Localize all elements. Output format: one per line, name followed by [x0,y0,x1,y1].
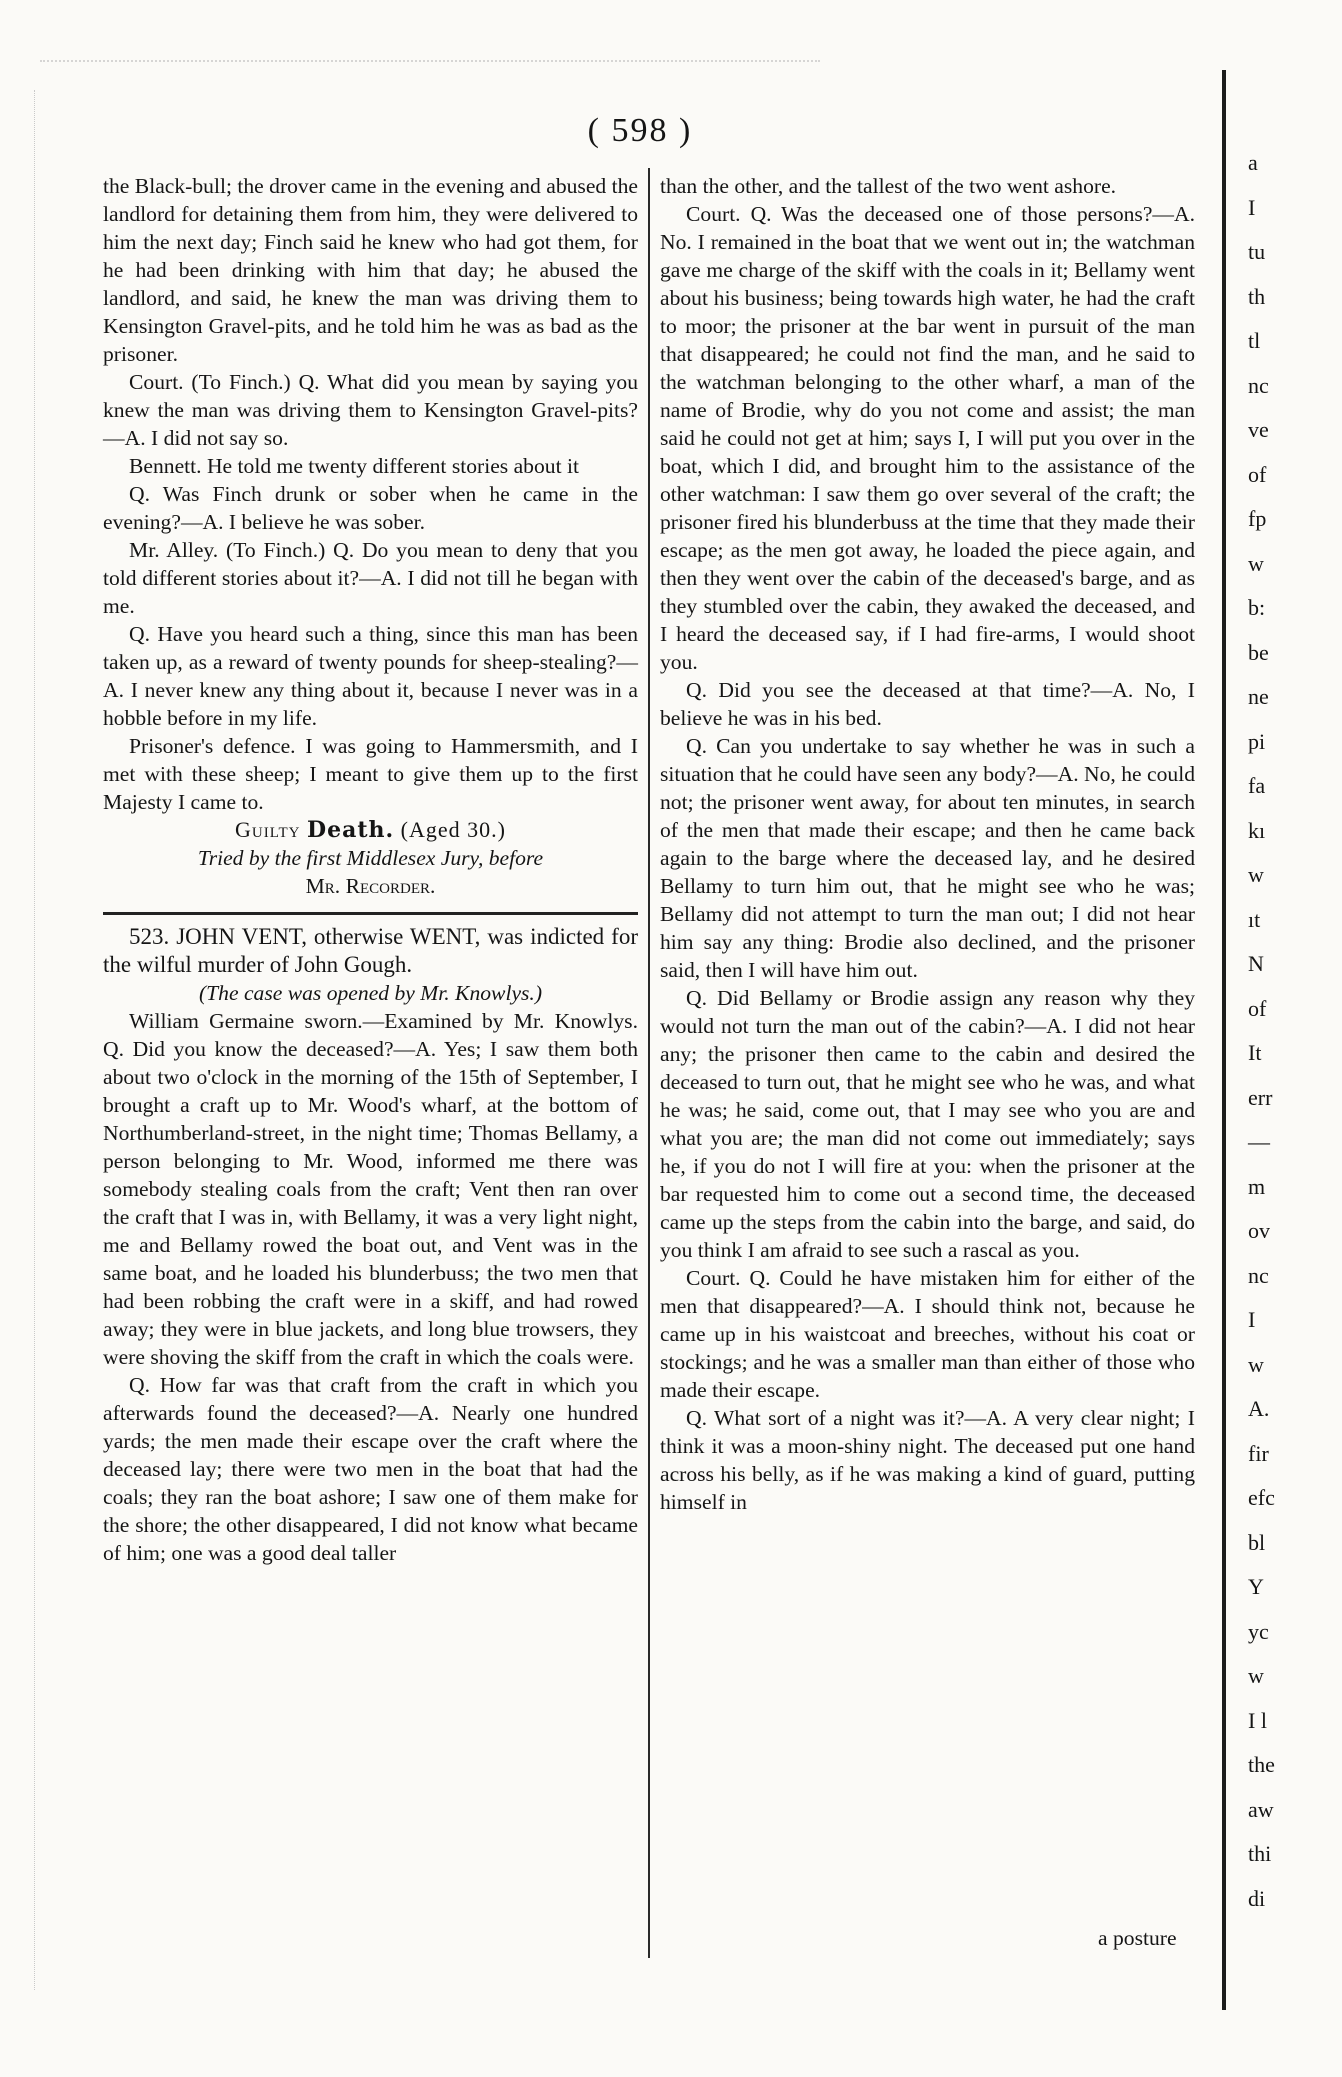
margin-fragment: N [1248,951,1264,976]
margin-fragment: of [1248,461,1267,487]
margin-fragment: nc [1248,372,1269,398]
margin-fragment: be [1248,639,1269,665]
margin-fragment: nc [1248,1262,1269,1288]
margin-fragment: w [1248,862,1264,887]
tried-by: Tried by the first Middlesex Jury, before [197,846,544,870]
tried-by-recorder: Mr. Recorder. [305,874,436,898]
margin-fragment: I l [1248,1707,1267,1733]
verdict [103,816,638,844]
margin-fragment: a [1248,150,1258,175]
margin-fragment: Y [1248,1574,1264,1599]
margin-fragment: ıt [1248,906,1261,932]
margin-fragment: kı [1248,817,1266,843]
margin-fragment: yc [1248,1618,1269,1644]
verdict-age: (Aged 30.) [400,817,506,842]
margin-fragment: aw [1248,1796,1274,1822]
page-edge-shadow [1222,70,1226,2010]
margin-fragment: thi [1248,1841,1272,1866]
margin-fragment: A. [1248,1396,1270,1421]
page-number: ( 598 ) [587,112,693,149]
margin-fragment: err [1248,1084,1273,1110]
section-rule [103,912,638,915]
paragraph: Court. Q. Could he have mistaken him for either of the men that disappeared?—A. I should think not, because he came up in his waistcoat and breeches, without his coat or stockings; and he was a smaller man than either of those who made their escape. [660,1266,1195,1402]
margin-fragment: fp [1248,506,1267,531]
paragraph: Q. Have you heard such a thing, since this man has been taken up, as a reward of twenty pounds for sheep-stealing?—A. I never knew any thing about it, because I never was in a hobble before in my life. [103,622,638,730]
paragraph: the Black-bull; the drover came in the evening and abused the landlord for detaining them from him, they were delivered to him the next day; Finch said he knew who had got them, for he had been drinking with him that day; he abused the landlord, and said, he knew the man was driving them to Kensington Gravel-pits, and he told him he was as bad as the prisoner. [103,174,638,366]
margin-fragment: w [1248,550,1264,576]
case-opened: (The case was opened by Mr. Knowlys.) [198,981,543,1005]
binding-edge [34,90,55,1990]
paragraph: than the other, and the tallest of the two went ashore. [660,174,1117,198]
paragraph: William Germaine sworn.—Examined by Mr. Knowlys. Q. Did you know the deceased?—A. Yes; I saw them both about two o'clock in the morning of the 15th of September, I brought a craft up to Mr. Wood's wharf, at the bottom of Northumberland-street, in the night time; Thomas Bellamy, a person belonging to Mr. Wood, informed me there was somebody stealing coals from the craft; Vent then ran over the craft that I was in, with Bellamy, it was a very light night, me and Bellamy rowed the boat out, and Vent was in the same boat, and he loaded his blunderbuss; the two men that had been robbing the craft were in a skiff, and had rowed away; they were in blue jackets, and long blue trowsers, they were shoving the skiff from the craft in which the coals were. [103,1009,638,1369]
margin-fragment: — [1248,1129,1270,1154]
margin-fragment: tu [1248,239,1266,264]
verdict-sentence: Death. [307,817,395,843]
margin-fragment: w [1248,1663,1264,1688]
paragraph: Q. Did you see the deceased at that time?—A. No, I believe he was in his bed. [660,678,1195,730]
paragraph: Q. Can you undertake to say whether he was in such a situation that he could have seen any body?—A. No, he could not; the prisoner went away, for about ten minutes, in search of the men that made their escape; and then he came back again to the barge where the deceased lay, and he desired Bellamy to turn him out, that he might see who he was; Bellamy did not attempt to turn the man out; I did not hear him say any thing: Brodie also declined, and the prisoner said, then I will have him out. [660,734,1195,982]
paragraph: Court. (To Finch.) Q. What did you mean by saying you knew the man was driving them to Kensington Gravel-pits?—A. I did not say so. [103,370,638,450]
margin-fragment: th [1248,283,1266,309]
margin-fragment: fir [1248,1440,1269,1466]
margin-fragment: tl [1248,328,1261,353]
margin-fragment: bl [1248,1529,1266,1555]
margin-fragment: ve [1248,417,1269,442]
scan-noise [40,60,820,92]
margin-fragment: I [1248,1307,1256,1332]
paragraph: Mr. Alley. (To Finch.) Q. Do you mean to deny that you told different stories about it?—A. I did not till he began with me. [103,538,638,618]
margin-fragment: w [1248,1351,1264,1377]
column-divider [648,168,650,1958]
margin-fragment: ne [1248,684,1269,709]
left-column [103,172,638,1567]
catchword: a posture [1098,1926,1177,1950]
paragraph: Q. Was Finch drunk or sober when he came in the evening?—A. I believe he was sober. [103,482,638,534]
verdict-label: Guilty [235,817,301,842]
margin-fragment: I [1248,194,1256,220]
margin-fragment: di [1248,1885,1266,1911]
case-heading: 523. JOHN VENT, otherwise WENT, was indicted for the wilful murder of John Gough. [103,924,638,977]
margin-fragment: fa [1248,773,1266,798]
paragraph: Court. Q. Was the deceased one of those persons?—A. No. I remained in the boat that we went out in; the watchman gave me charge of the skiff with the coals in it; Bellamy went about his business; being towards high water, he had the craft to moor; the prisoner at the bar went in pursuit of the man that disappeared; he could not find the man, and he said to the watchman belonging to the other wharf, a man of the name of Brodie, why do you not come and assist; the man said he could not get at him; says I, I will put you over in the boat, which I did, and brought him to the assistance of the other watchman: I saw them go over several of the craft; the prisoner fired his blunderbuss at the time that they made their escape; as the men got away, he loaded the piece again, and then they went over the cabin of the deceased's barge, and as they stumbled over the cabin, they awaked the deceased, and I heard the deceased say, if I had fire-arms, I would shoot you. [660,202,1195,674]
paragraph: Prisoner's defence. I was going to Hammersmith, and I met with these sheep; I meant to give them up to the first Majesty I came to. [103,734,638,814]
margin-fragment: efc [1248,1485,1275,1510]
right-column [660,172,1195,1516]
margin-fragment: of [1248,995,1267,1021]
margin-fragment: pi [1248,728,1266,754]
margin-fragment: m [1248,1173,1266,1199]
margin-fragment: It [1248,1040,1262,1065]
margin-fragment: b: [1248,595,1266,620]
paragraph: Bennett. He told me twenty different stories about it [129,454,579,478]
paragraph: Q. Did Bellamy or Brodie assign any reason why they would not turn the man out of the cabin?—A. I did not hear any; the prisoner then came to the cabin and desired the deceased to turn out, that he might see who he was, and what he was; he said, come out, that I may see who you are and what you are; the man did not come out immediately; says he, if you do not I will fire at you: when the prisoner at the bar requested him to come out a second time, the deceased came up the steps from the cabin into the barge, and said, do you think I am afraid to see such a rascal as you. [660,986,1195,1262]
margin-fragment: the [1248,1752,1275,1777]
paragraph: Q. What sort of a night was it?—A. A very clear night; I think it was a moon-shiny night. The deceased put one hand across his belly, as if he was making a kind of guard, putting himself in [660,1406,1195,1514]
paragraph: Q. How far was that craft from the craft in which you afterwards found the deceased?—A. Nearly one hundred yards; the men made their escape over the craft where the deceased lay; there were two men in the boat that had the coals; they ran the boat ashore; I saw one of them make for the shore; the other disappeared, I did not know what became of him; one was a good deal taller [103,1373,638,1565]
margin-fragment: ov [1248,1218,1270,1243]
